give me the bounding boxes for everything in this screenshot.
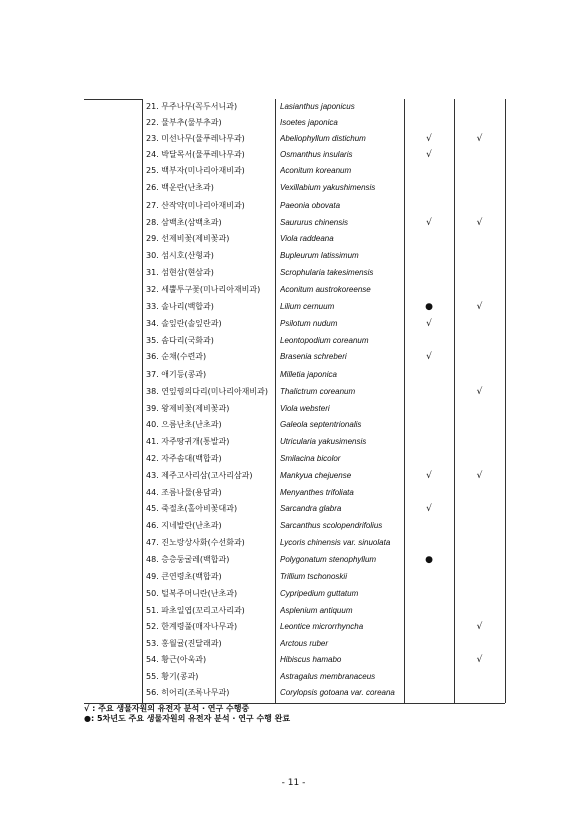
- mark-analysis-in-progress: [404, 417, 454, 433]
- species-korean-name: 29. 선제비꽃(제비꽃과): [146, 234, 230, 243]
- table-top-rule: [84, 99, 142, 100]
- mark-analysis-in-progress: [404, 652, 454, 668]
- mark-second-column: [454, 451, 505, 467]
- mark-second-column: √: [476, 471, 483, 481]
- table-row: [142, 569, 505, 585]
- mark-analysis-in-progress: [404, 99, 454, 115]
- table-row: [142, 282, 505, 298]
- mark-second-column: √: [476, 302, 483, 312]
- mark-second-column: [454, 316, 505, 332]
- mark-second-column: [454, 434, 505, 450]
- species-scientific-name: Aconitum austrokoreense: [280, 285, 371, 294]
- species-korean-name: 47. 진노랑상사화(수선화과): [146, 538, 245, 547]
- table-row: [142, 384, 505, 400]
- species-korean-name: 26. 백운란(난초과): [146, 183, 214, 192]
- table-row: [142, 248, 505, 264]
- mark-second-column: [454, 603, 505, 619]
- table-row: [142, 434, 505, 450]
- species-scientific-name: Astragalus membranaceus: [280, 672, 376, 681]
- species-korean-name: 42. 자주솜대(백합과): [146, 454, 222, 463]
- mark-analysis-in-progress: [404, 535, 454, 551]
- species-korean-name: 54. 황근(아욱과): [146, 655, 207, 664]
- species-scientific-name: Asplenium antiquum: [280, 606, 353, 615]
- mark-analysis-in-progress: √: [426, 352, 432, 362]
- species-korean-name: 23. 미선나무(물푸레나무과): [146, 134, 245, 143]
- table-row: [142, 603, 505, 619]
- table-row: [142, 468, 505, 484]
- table-row: [142, 215, 505, 231]
- table-row: [142, 198, 505, 214]
- species-scientific-name: Thalictrum coreanum: [280, 387, 356, 396]
- mark-analysis-in-progress: [404, 163, 454, 179]
- table-row: [142, 417, 505, 433]
- mark-second-column: √: [476, 387, 483, 397]
- species-korean-name: 45. 죽절초(홀아비꽃대과): [146, 504, 238, 513]
- table-row: [142, 333, 505, 349]
- mark-analysis-in-progress: [404, 115, 454, 131]
- species-scientific-name: Bupleurum latissimum: [280, 251, 359, 260]
- species-scientific-name: Viola raddeana: [280, 234, 334, 243]
- mark-analysis-in-progress: [404, 636, 454, 652]
- species-scientific-name: Smilacina bicolor: [280, 454, 341, 463]
- species-korean-name: 34. 솔잎란(솔잎란과): [146, 319, 222, 328]
- mark-second-column: √: [476, 655, 483, 665]
- mark-second-column: √: [476, 134, 483, 144]
- species-korean-name: 40. 으름난초(난초과): [146, 420, 222, 429]
- table-row: [142, 231, 505, 247]
- mark-second-column: [454, 401, 505, 417]
- mark-second-column: [454, 485, 505, 501]
- table-row: [142, 401, 505, 417]
- mark-analysis-in-progress: √: [426, 504, 432, 514]
- species-scientific-name: Menyanthes trifoliata: [280, 488, 354, 497]
- mark-analysis-in-progress: [404, 586, 454, 602]
- mark-analysis-in-progress: [404, 198, 454, 214]
- table-row: [142, 131, 505, 147]
- species-korean-name: 35. 솜다리(국화과): [146, 336, 214, 345]
- legend-dot-note: ●: 5차년도 주요 생물자원의 유전자 분석 · 연구 수행 완료: [84, 714, 291, 723]
- mark-second-column: [454, 115, 505, 131]
- mark-second-column: [454, 586, 505, 602]
- mark-second-column: [454, 569, 505, 585]
- species-korean-name: 37. 애기등(콩과): [146, 370, 207, 379]
- table-row: [142, 316, 505, 332]
- mark-second-column: [454, 180, 505, 196]
- mark-second-column: √: [476, 218, 483, 228]
- species-korean-name: 50. 털복주머니란(난초과): [146, 589, 238, 598]
- mark-analysis-in-progress: [404, 685, 454, 701]
- mark-second-column: [454, 367, 505, 383]
- mark-second-column: [454, 535, 505, 551]
- table-row: [142, 535, 505, 551]
- mark-second-column: [454, 518, 505, 534]
- species-scientific-name: Leontice microrrhyncha: [280, 622, 364, 631]
- mark-analysis-in-progress: √: [426, 471, 432, 481]
- legend-check-note: √ : 주요 생물자원의 유전자 분석 · 연구 수행중: [84, 704, 250, 713]
- mark-analysis-in-progress: [404, 367, 454, 383]
- mark-analysis-in-progress: [404, 231, 454, 247]
- table-row: [142, 518, 505, 534]
- species-korean-name: 51. 파초일엽(꼬리고사리과): [146, 606, 245, 615]
- mark-analysis-in-progress: [404, 434, 454, 450]
- species-scientific-name: Leontopodium coreanum: [280, 336, 369, 345]
- table-row: [142, 147, 505, 163]
- species-korean-name: 49. 큰연령초(백합과): [146, 572, 222, 581]
- mark-second-column: [454, 552, 505, 568]
- species-scientific-name: Sarcandra glabra: [280, 504, 342, 513]
- table-row: [142, 501, 505, 517]
- species-korean-name: 36. 순채(수련과): [146, 352, 207, 361]
- table-row: [142, 115, 505, 131]
- species-scientific-name: Milletia japonica: [280, 370, 337, 379]
- species-scientific-name: Psilotum nudum: [280, 319, 338, 328]
- species-korean-name: 46. 지네발란(난초과): [146, 521, 222, 530]
- table-row: [142, 619, 505, 635]
- species-scientific-name: Utricularia yakusimensis: [280, 437, 367, 446]
- species-scientific-name: Osmanthus insularis: [280, 150, 353, 159]
- table-row: [142, 552, 505, 568]
- species-korean-name: 43. 제주고사리삼(고사리삼과): [146, 471, 253, 480]
- mark-second-column: [454, 685, 505, 701]
- species-scientific-name: Polygonatum stenophyllum: [280, 555, 377, 564]
- species-korean-name: 38. 연잎꿩의다리(미나리아재비과): [146, 387, 268, 396]
- mark-second-column: [454, 501, 505, 517]
- table-row: [142, 163, 505, 179]
- mark-second-column: [454, 99, 505, 115]
- mark-second-column: [454, 163, 505, 179]
- mark-analysis-in-progress: [404, 401, 454, 417]
- species-korean-name: 55. 황기(콩과): [146, 672, 199, 681]
- mark-second-column: [454, 147, 505, 163]
- table-row: [142, 669, 505, 685]
- mark-second-column: [454, 248, 505, 264]
- species-scientific-name: Vexillabium yakushimensis: [280, 183, 376, 192]
- species-korean-name: 24. 박달목서(물푸레나무과): [146, 150, 245, 159]
- species-scientific-name: Saururus chinensis: [280, 218, 349, 227]
- mark-analysis-in-progress: [404, 180, 454, 196]
- table-row: [142, 485, 505, 501]
- species-korean-name: 21. 무주나무(꼭두서니과): [146, 102, 238, 111]
- mark-analysis-in-progress: √: [426, 218, 432, 228]
- species-scientific-name: Isoetes japonica: [280, 118, 338, 127]
- table-row: [142, 652, 505, 668]
- mark-analysis-in-progress: ●: [425, 555, 433, 565]
- table-row: [142, 299, 505, 315]
- species-korean-name: 27. 산작약(미나리아재비과): [146, 201, 245, 210]
- mark-analysis-in-progress: [404, 669, 454, 685]
- mark-analysis-in-progress: [404, 619, 454, 635]
- mark-analysis-in-progress: [404, 282, 454, 298]
- species-korean-name: 56. 히어리(조록나무과): [146, 688, 230, 697]
- species-korean-name: 48. 층층둥굴레(백합과): [146, 555, 230, 564]
- mark-second-column: [454, 636, 505, 652]
- mark-second-column: [454, 231, 505, 247]
- species-korean-name: 39. 왕제비꽃(제비꽃과): [146, 404, 230, 413]
- species-korean-name: 33. 솔나리(백합과): [146, 302, 214, 311]
- table-row: [142, 180, 505, 196]
- species-scientific-name: Lycoris chinensis var. sinuolata: [280, 538, 391, 547]
- species-korean-name: 53. 홍월귤(진달래과): [146, 639, 222, 648]
- table-row: [142, 685, 505, 701]
- mark-analysis-in-progress: √: [426, 150, 432, 160]
- species-scientific-name: Lasianthus japonicus: [280, 102, 355, 111]
- mark-second-column: [454, 282, 505, 298]
- mark-second-column: [454, 198, 505, 214]
- species-scientific-name: Brasenia schreberi: [280, 352, 347, 361]
- mark-analysis-in-progress: [404, 518, 454, 534]
- mark-analysis-in-progress: [404, 248, 454, 264]
- species-scientific-name: Cypripedium guttatum: [280, 589, 359, 598]
- species-scientific-name: Aconitum koreanum: [280, 166, 352, 175]
- species-korean-name: 25. 백부자(미나리아재비과): [146, 166, 245, 175]
- species-korean-name: 32. 세뿔투구꽃(미나리아재비과): [146, 285, 261, 294]
- mark-analysis-in-progress: [404, 333, 454, 349]
- species-korean-name: 52. 한계령풀(매자나무과): [146, 622, 238, 631]
- species-korean-name: 41. 자주땅귀개(통발과): [146, 437, 230, 446]
- species-scientific-name: Sarcanthus scolopendrifolius: [280, 521, 383, 530]
- species-scientific-name: Mankyua chejuense: [280, 471, 352, 480]
- species-korean-name: 44. 조름나물(용담과): [146, 488, 222, 497]
- mark-second-column: [454, 669, 505, 685]
- table-row: [142, 451, 505, 467]
- species-scientific-name: Trillium tschonoskii: [280, 572, 347, 581]
- mark-second-column: [454, 333, 505, 349]
- species-scientific-name: Scrophularia takesimensis: [280, 268, 374, 277]
- mark-analysis-in-progress: √: [426, 134, 432, 144]
- species-korean-name: 30. 섬시호(산형과): [146, 251, 214, 260]
- mark-analysis-in-progress: [404, 485, 454, 501]
- mark-analysis-in-progress: ●: [425, 302, 433, 312]
- table-row: [142, 265, 505, 281]
- species-scientific-name: Lilium cernuum: [280, 302, 335, 311]
- species-scientific-name: Paeonia obovata: [280, 201, 341, 210]
- species-scientific-name: Hibiscus hamabo: [280, 655, 342, 664]
- mark-second-column: [454, 265, 505, 281]
- table-row: [142, 349, 505, 365]
- table-row: [142, 636, 505, 652]
- mark-second-column: √: [476, 622, 483, 632]
- table-row: [142, 99, 505, 115]
- species-korean-name: 28. 삼백초(삼백초과): [146, 218, 222, 227]
- mark-analysis-in-progress: √: [426, 319, 432, 329]
- page-number: - 11 -: [281, 778, 306, 788]
- mark-analysis-in-progress: [404, 265, 454, 281]
- mark-analysis-in-progress: [404, 569, 454, 585]
- table-column-divider: [505, 99, 506, 703]
- species-scientific-name: Corylopsis gotoana var. coreana: [280, 688, 395, 697]
- species-scientific-name: Abeliophyllum distichum: [280, 134, 366, 143]
- mark-second-column: [454, 417, 505, 433]
- table-row: [142, 586, 505, 602]
- table-row: [142, 367, 505, 383]
- species-korean-name: 31. 섬현삼(현삼과): [146, 268, 214, 277]
- species-scientific-name: Viola websteri: [280, 404, 330, 413]
- species-scientific-name: Arctous ruber: [280, 639, 329, 648]
- mark-analysis-in-progress: [404, 451, 454, 467]
- species-korean-name: 22. 물부추(물부추과): [146, 118, 222, 127]
- species-scientific-name: Galeola septentrionalis: [280, 420, 362, 429]
- mark-analysis-in-progress: [404, 384, 454, 400]
- mark-second-column: [454, 349, 505, 365]
- mark-analysis-in-progress: [404, 603, 454, 619]
